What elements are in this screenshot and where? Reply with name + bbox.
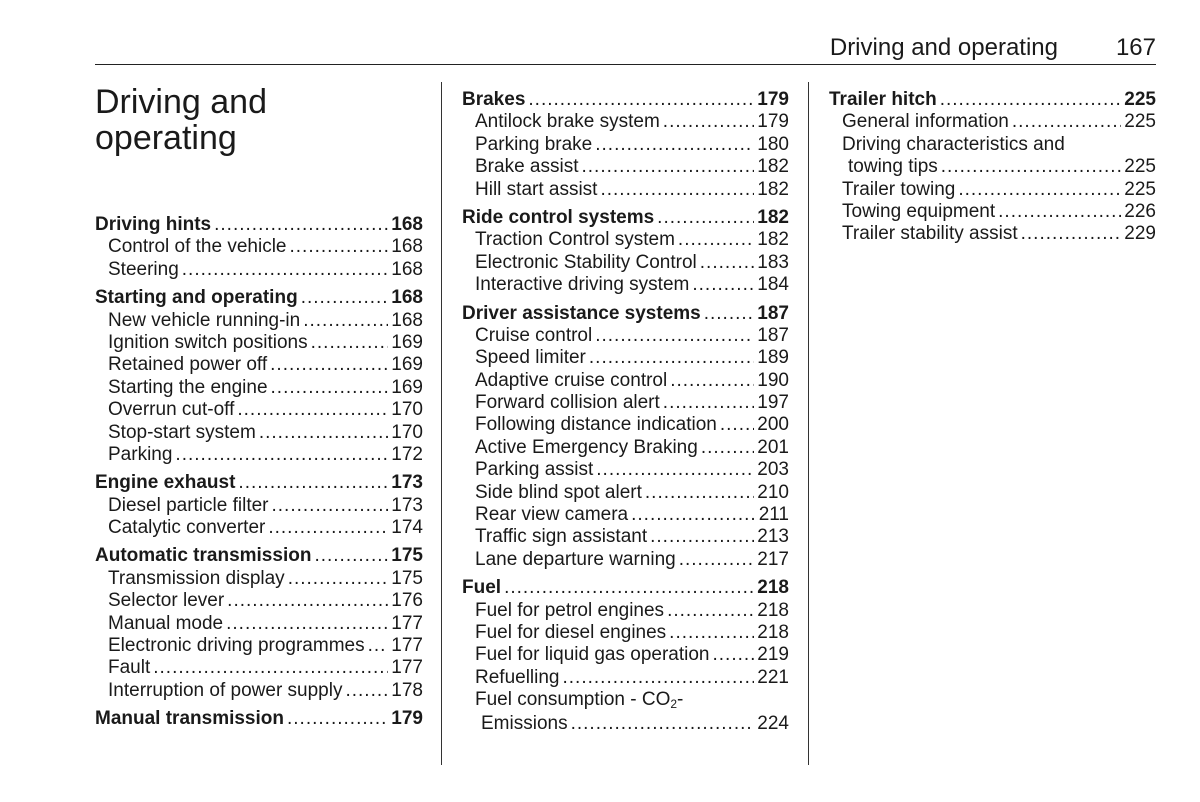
dot-leader — [303, 310, 388, 332]
toc-entry[interactable] — [462, 156, 789, 178]
toc-entry[interactable] — [95, 657, 423, 679]
toc-entry-label: Fuel for petrol engines — [475, 599, 665, 621]
toc-entry-label: Refuelling — [475, 666, 560, 688]
dot-leader — [692, 274, 754, 296]
dot-leader — [504, 577, 754, 599]
toc-entry[interactable] — [829, 134, 1156, 156]
toc-page-number: 182 — [757, 229, 789, 251]
toc-page-number: 200 — [757, 414, 789, 436]
dot-leader — [272, 495, 389, 517]
dot-leader — [301, 287, 389, 309]
dot-leader — [704, 303, 755, 325]
toc-entry-label: Driving hints — [95, 214, 212, 235]
toc-entry-label: Trailer stability assist — [842, 223, 1018, 245]
dot-leader — [631, 504, 756, 526]
toc-entry-label: Emissions — [481, 713, 568, 735]
toc-entry-label: Retained power off — [108, 354, 268, 376]
toc-entry-label: Ignition switch positions — [108, 331, 308, 353]
toc-page-number: 177 — [391, 635, 423, 657]
toc-page-number: 175 — [391, 567, 423, 589]
toc-page-number: 213 — [757, 526, 789, 548]
toc-entry[interactable] — [829, 201, 1156, 223]
toc-page-number: 168 — [391, 236, 423, 258]
chapter-title-line-1: Driving and — [95, 83, 267, 121]
toc-page-number: 169 — [391, 376, 423, 398]
toc-entry-label: Active Emergency Braking — [475, 436, 698, 458]
toc-page-number: 172 — [391, 443, 423, 465]
toc-entry[interactable] — [829, 223, 1156, 245]
dot-leader — [589, 347, 754, 369]
toc-entry[interactable] — [829, 111, 1156, 133]
dot-leader — [669, 622, 754, 644]
toc-entry-label: Trailer hitch — [829, 89, 937, 110]
toc-entry[interactable] — [95, 517, 423, 539]
toc-entry-label: Driver assistance systems — [462, 302, 701, 324]
toc-entry-label: Rear view camera — [475, 504, 629, 526]
toc-page-number: 182 — [757, 178, 789, 200]
dot-leader — [287, 708, 388, 730]
toc-section-entry[interactable] — [462, 89, 789, 111]
toc-page-number: 218 — [757, 577, 789, 599]
toc-page-number: 226 — [1124, 200, 1156, 222]
toc-page-number: 168 — [391, 287, 423, 309]
toc-page-number: 180 — [757, 133, 789, 155]
dot-leader — [663, 111, 755, 133]
dot-leader — [290, 236, 389, 258]
toc-entry[interactable] — [95, 568, 423, 590]
toc-entry-label: Brake assist — [475, 156, 579, 178]
toc-entry-label: Traffic sign assistant — [475, 526, 648, 548]
toc-page-number: 168 — [391, 258, 423, 280]
toc-entry-label: Diesel particle filter — [108, 494, 269, 516]
toc-entry[interactable] — [462, 437, 789, 459]
toc-page-number: 197 — [757, 392, 789, 414]
dot-leader — [368, 635, 389, 657]
toc-entry[interactable] — [95, 680, 423, 702]
dot-leader — [596, 459, 754, 481]
toc-page-number: 177 — [391, 657, 423, 679]
dot-leader — [227, 590, 388, 612]
toc-column-1 — [95, 214, 423, 731]
toc-entry-label: Parking — [108, 443, 173, 465]
toc-entry-label: Brakes — [462, 89, 526, 110]
toc-entry[interactable] — [95, 444, 423, 466]
toc-entry-label: Forward collision alert — [475, 392, 660, 414]
toc-entry[interactable] — [462, 644, 789, 666]
toc-entry-label: towing tips — [848, 156, 938, 178]
toc-page-number: 225 — [1124, 156, 1156, 178]
toc-entry-label: Electronic driving programmes — [108, 635, 365, 657]
toc-entry-label: Starting the engine — [108, 376, 268, 398]
toc-page-number: 221 — [757, 666, 789, 688]
dot-leader — [270, 354, 388, 376]
dot-leader — [678, 229, 754, 251]
toc-page-number: 170 — [391, 421, 423, 443]
toc-entry-label: Cruise control — [475, 324, 593, 346]
dot-leader — [345, 680, 388, 702]
toc-entry-label: Traction Control system — [475, 229, 675, 251]
toc-page-number: 184 — [757, 274, 789, 296]
toc-entry[interactable] — [462, 274, 789, 296]
toc-entry-label: Manual mode — [108, 612, 224, 634]
toc-entry-label: Transmission display — [108, 567, 285, 589]
toc-page-number: 201 — [757, 436, 789, 458]
dot-leader — [563, 667, 755, 689]
dot-leader — [268, 517, 388, 539]
toc-entry[interactable] — [462, 600, 789, 622]
toc-entry[interactable] — [95, 377, 423, 399]
toc-entry[interactable] — [462, 325, 789, 347]
dot-leader — [581, 156, 754, 178]
dot-leader — [663, 392, 755, 414]
dot-leader — [958, 179, 1121, 201]
toc-entry-label: Hill start assist — [475, 178, 598, 200]
toc-page-number: 182 — [757, 206, 789, 228]
header-page-number: 167 — [1115, 34, 1156, 61]
dot-leader — [288, 568, 389, 590]
dot-leader — [712, 644, 754, 666]
dot-leader — [271, 377, 389, 399]
toc-section-entry[interactable] — [462, 207, 789, 229]
toc-page-number: 169 — [391, 331, 423, 353]
toc-entry[interactable] — [462, 622, 789, 644]
toc-page-number: 189 — [757, 347, 789, 369]
toc-section-entry[interactable] — [95, 545, 423, 567]
toc-entry[interactable] — [462, 370, 789, 392]
toc-entry-label: Interruption of power supply — [108, 679, 343, 701]
toc-entry-label: Automatic transmission — [95, 545, 312, 567]
toc-page-number: 203 — [757, 459, 789, 481]
toc-entry-continuation[interactable] — [462, 713, 789, 735]
dot-leader — [941, 156, 1122, 178]
toc-entry[interactable] — [95, 354, 423, 376]
dot-leader — [1012, 111, 1121, 133]
toc-section-entry[interactable] — [95, 287, 423, 309]
dot-leader — [214, 214, 388, 236]
toc-page-number: 218 — [757, 621, 789, 643]
dot-leader — [940, 89, 1122, 111]
toc-entry[interactable] — [95, 310, 423, 332]
toc-page-number: 225 — [1124, 111, 1156, 133]
dot-leader — [998, 201, 1121, 223]
column-divider-2 — [808, 82, 809, 765]
column-divider-1 — [441, 82, 442, 765]
toc-entry[interactable] — [829, 179, 1156, 201]
toc-entry-label: Towing equipment — [842, 200, 996, 222]
toc-page-number: 187 — [757, 302, 789, 324]
toc-page-number: 173 — [391, 472, 423, 494]
dot-leader — [720, 414, 754, 436]
toc-entry-label: Driving characteristics and — [842, 133, 1065, 155]
dot-leader — [667, 600, 754, 622]
toc-page-number: 173 — [391, 494, 423, 516]
toc-entry[interactable] — [462, 689, 789, 713]
dot-leader — [595, 134, 754, 156]
toc-page-number: 168 — [391, 309, 423, 331]
toc-entry[interactable] — [462, 504, 789, 526]
toc-page-number: 170 — [391, 399, 423, 421]
toc-entry[interactable] — [462, 252, 789, 274]
toc-entry-label: Overrun cut-off — [108, 399, 235, 421]
toc-page-number: 211 — [758, 504, 789, 526]
dot-leader — [237, 399, 388, 421]
toc-page-number: 179 — [757, 111, 789, 133]
toc-entry-label: Antilock brake system — [475, 111, 660, 133]
toc-section-entry[interactable] — [462, 577, 789, 599]
dot-leader — [259, 422, 388, 444]
toc-section-entry[interactable] — [829, 89, 1156, 111]
toc-entry-label: Starting and operating — [95, 287, 298, 309]
toc-entry[interactable] — [462, 179, 789, 201]
running-header — [95, 30, 1156, 65]
toc-entry-label: Ride control systems — [462, 206, 655, 228]
dot-leader — [670, 370, 754, 392]
toc-entry-label: Catalytic converter — [108, 517, 266, 539]
toc-entry[interactable] — [462, 549, 789, 571]
toc-entry-label: Engine exhaust — [95, 472, 236, 494]
toc-entry-label: Side blind spot alert — [475, 481, 642, 503]
toc-page-number: 219 — [757, 644, 789, 666]
toc-entry[interactable] — [95, 495, 423, 517]
dot-leader — [175, 444, 388, 466]
toc-entry[interactable] — [462, 667, 789, 689]
toc-entry[interactable] — [462, 134, 789, 156]
toc-column-3 — [829, 89, 1156, 246]
toc-column-2 — [462, 89, 789, 736]
dot-leader — [701, 437, 754, 459]
toc-section-entry[interactable] — [462, 303, 789, 325]
toc-entry[interactable] — [462, 111, 789, 133]
toc-entry[interactable] — [462, 414, 789, 436]
toc-entry-label: Parking assist — [475, 459, 594, 481]
toc-page-number: 179 — [757, 89, 789, 110]
toc-page-number: 178 — [391, 679, 423, 701]
dot-leader — [238, 472, 388, 494]
toc-entry-continuation[interactable] — [829, 156, 1156, 178]
toc-entry[interactable] — [95, 236, 423, 258]
toc-entry-label: Speed limiter — [475, 347, 586, 369]
toc-entry-label: Fuel for diesel engines — [475, 621, 667, 643]
toc-entry-label: Steering — [108, 258, 179, 280]
toc-entry[interactable] — [95, 399, 423, 421]
dot-leader — [645, 482, 754, 504]
dot-leader — [226, 613, 388, 635]
toc-page-number: 187 — [757, 324, 789, 346]
toc-entry[interactable] — [95, 259, 423, 281]
toc-section-entry[interactable] — [95, 214, 423, 236]
dot-leader — [679, 549, 755, 571]
toc-section-entry[interactable] — [95, 708, 423, 730]
dot-leader — [182, 259, 389, 281]
dot-leader — [595, 325, 754, 347]
toc-entry[interactable] — [462, 459, 789, 481]
dot-leader — [311, 332, 389, 354]
toc-entry-label: Adaptive cruise control — [475, 369, 668, 391]
toc-entry-label: Trailer towing — [842, 178, 956, 200]
toc-page-number: 225 — [1124, 89, 1156, 110]
toc-page-number: 224 — [757, 713, 789, 735]
toc-page-number: 176 — [391, 590, 423, 612]
toc-entry-label: Electronic Stability Control — [475, 251, 697, 273]
chapter-title — [95, 84, 435, 156]
toc-entry-label: Lane departure warning — [475, 548, 676, 570]
chapter-title-line-2: operating — [95, 119, 237, 157]
toc-page-number: 225 — [1124, 178, 1156, 200]
toc-entry[interactable] — [462, 229, 789, 251]
toc-entry-label: Manual transmission — [95, 708, 284, 730]
dot-leader — [1021, 223, 1122, 245]
toc-entry[interactable] — [95, 635, 423, 657]
toc-entry[interactable] — [95, 590, 423, 612]
toc-entry-label: Interactive driving system — [475, 274, 690, 296]
toc-entry[interactable] — [95, 332, 423, 354]
toc-entry-label: Fuel — [462, 577, 502, 599]
toc-section-entry[interactable] — [95, 472, 423, 494]
toc-entry[interactable] — [462, 526, 789, 548]
toc-page-number: 168 — [391, 214, 423, 235]
toc-entry-label: New vehicle running-in — [108, 309, 301, 331]
toc-entry[interactable] — [462, 482, 789, 504]
dot-leader — [314, 545, 388, 567]
toc-entry-label: Fuel for liquid gas operation — [475, 644, 710, 666]
toc-entry[interactable] — [462, 392, 789, 414]
toc-entry-label: Parking brake — [475, 133, 593, 155]
toc-page-number: 217 — [757, 548, 789, 570]
toc-entry[interactable] — [462, 347, 789, 369]
toc-entry[interactable] — [95, 613, 423, 635]
toc-entry-label: Fault — [108, 657, 151, 679]
dot-leader — [528, 89, 754, 111]
toc-page-number: 218 — [757, 599, 789, 621]
dot-leader — [650, 526, 754, 548]
header-section-title: Driving and operating — [829, 34, 1058, 61]
toc-page-number: 174 — [391, 517, 423, 539]
dot-leader — [700, 252, 755, 274]
toc-page-number: 229 — [1124, 223, 1156, 245]
toc-page-number: 169 — [391, 354, 423, 376]
toc-entry-label: General information — [842, 111, 1009, 133]
dot-leader — [600, 179, 754, 201]
toc-entry-label: Fuel consumption - $CO_2-$ — [475, 689, 684, 712]
dot-leader — [657, 207, 754, 229]
toc-entry[interactable] — [95, 422, 423, 444]
toc-page-number: 210 — [757, 481, 789, 503]
toc-page-number: 177 — [391, 612, 423, 634]
toc-page-number: 182 — [757, 156, 789, 178]
toc-page-number: 183 — [757, 251, 789, 273]
toc-page-number: 175 — [391, 545, 423, 567]
toc-entry-label: Stop-start system — [108, 421, 256, 443]
toc-entry-label: Following distance indication — [475, 414, 717, 436]
toc-page-number: 190 — [757, 369, 789, 391]
dot-leader — [153, 657, 388, 679]
dot-leader — [571, 713, 755, 735]
toc-page-number: 179 — [391, 708, 423, 730]
toc-entry-label: Selector lever — [108, 590, 225, 612]
toc-entry-label: Control of the vehicle — [108, 236, 287, 258]
